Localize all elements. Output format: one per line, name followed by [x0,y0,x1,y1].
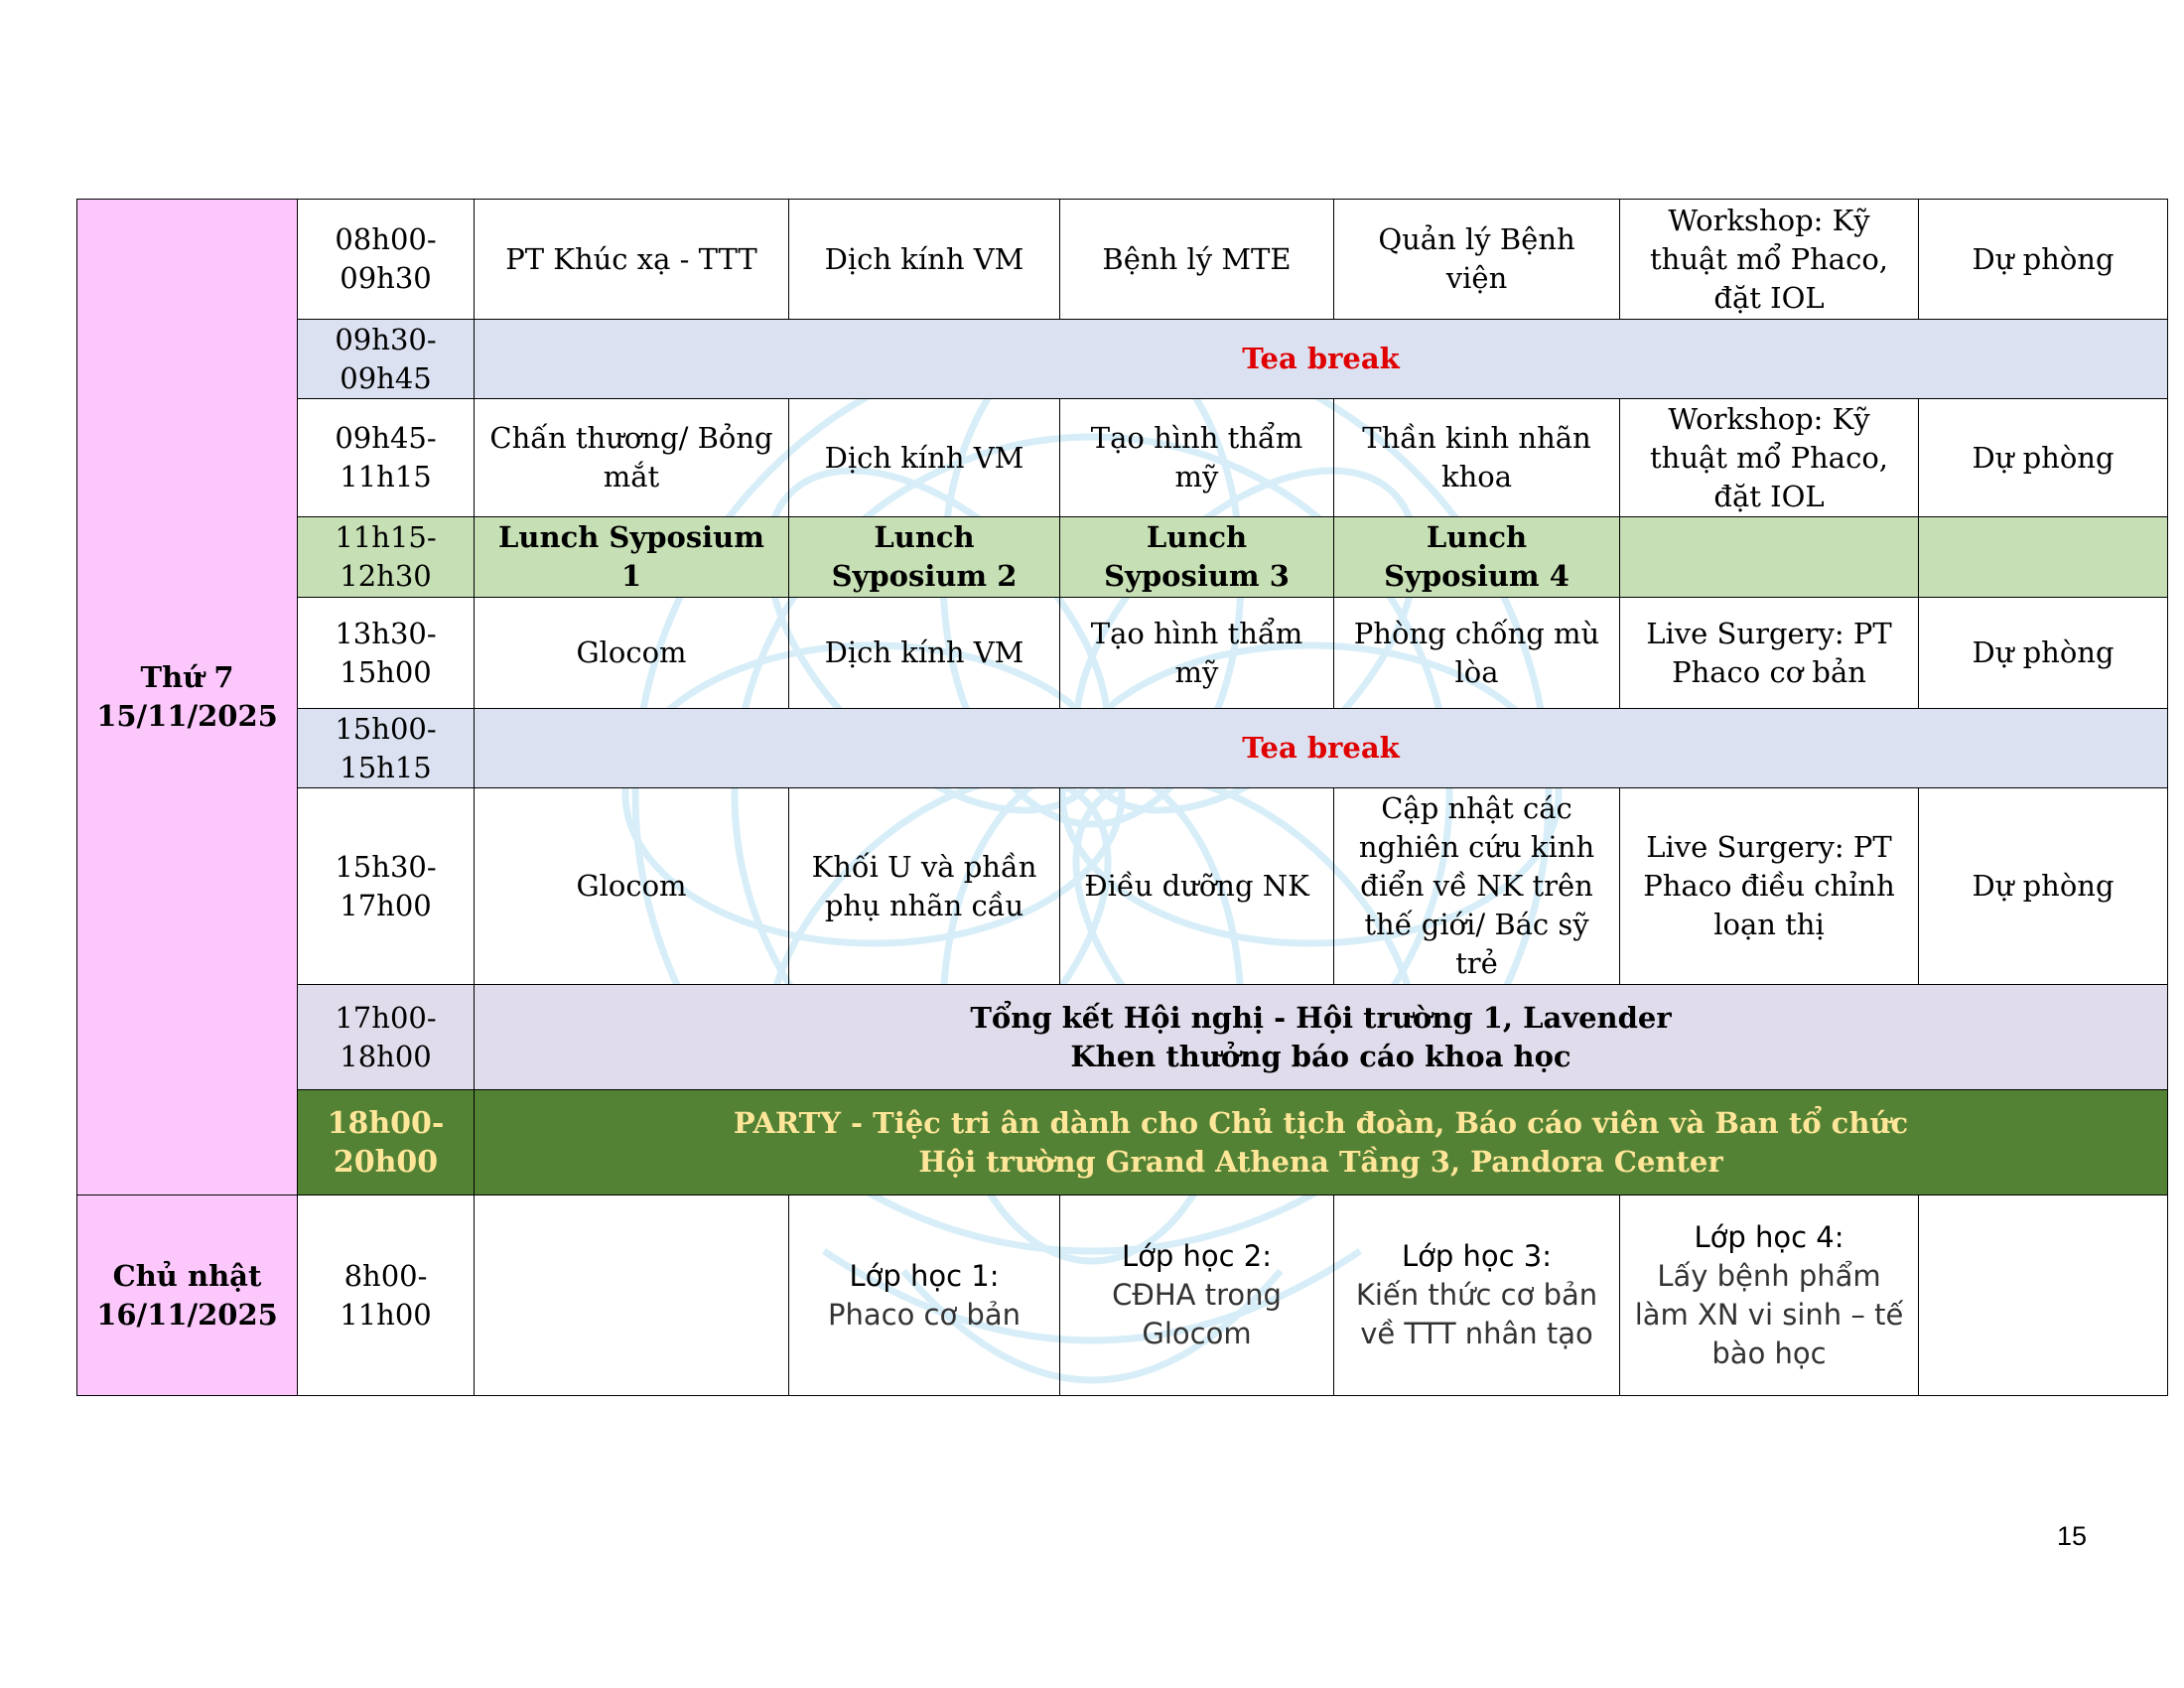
session-cell: Điều dưỡng NK [1060,788,1334,985]
empty-cell [475,1196,789,1396]
schedule-row [77,1090,2168,1196]
session-cell: Cập nhật các nghiên cứu kinh điển về NK trên thế giới/ Bác sỹ trẻ [1334,788,1620,985]
schedule-row [77,985,2168,1090]
day-cell-sunday: Chủ nhật 16/11/2025 [77,1196,298,1396]
time-cell: 09h45- 11h15 [298,399,475,517]
session-cell: Dịch kính VM [789,598,1060,709]
lunch-symposium-cell: Lunch Syposium 3 [1060,517,1334,598]
time-cell: 17h00- 18h00 [298,985,475,1090]
class-cell: Lớp học 2: CĐHA trong Glocom [1060,1196,1334,1396]
time-cell: 11h15- 12h30 [298,517,475,598]
schedule-row [77,709,2168,788]
session-cell: PT Khúc xạ - TTT [475,200,789,320]
schedule-row [77,399,2168,517]
session-cell: Workshop: Kỹ thuật mổ Phaco, đặt IOL [1620,200,1919,320]
day-cell-saturday: Thứ 7 15/11/2025 [77,200,298,1196]
schedule-row [77,200,2168,320]
time-cell: 09h30- 09h45 [298,320,475,399]
page-number: 15 [2057,1521,2088,1551]
tea-break-cell: Tea break [475,709,2168,788]
session-cell: Live Surgery: PT Phaco điều chỉnh loạn thị [1620,788,1919,985]
session-cell: Dự phòng [1919,598,2168,709]
closing-ceremony-cell: Tổng kết Hội nghị - Hội trường 1, Lavender Khen thưởng báo cáo khoa học [475,985,2168,1090]
empty-cell [1620,517,1919,598]
time-cell: 15h30- 17h00 [298,788,475,985]
tea-break-cell: Tea break [475,320,2168,399]
schedule-row [77,598,2168,709]
session-cell: Tạo hình thẩm mỹ [1060,598,1334,709]
schedule-row [77,320,2168,399]
session-cell: Bệnh lý MTE [1060,200,1334,320]
time-cell: 13h30- 15h00 [298,598,475,709]
schedule-row [77,788,2168,985]
class-cell: Lớp học 1: Phaco cơ bản [789,1196,1060,1396]
session-cell: Khối U và phần phụ nhãn cầu [789,788,1060,985]
time-cell: 15h00- 15h15 [298,709,475,788]
lunch-symposium-cell: Lunch Syposium 2 [789,517,1060,598]
session-cell: Live Surgery: PT Phaco cơ bản [1620,598,1919,709]
class-cell: Lớp học 4: Lấy bệnh phẩm làm XN vi sinh – tế bào học [1620,1196,1919,1396]
session-cell: Dịch kính VM [789,399,1060,517]
time-cell: 8h00- 11h00 [298,1196,475,1396]
session-cell: Quản lý Bệnh viện [1334,200,1620,320]
session-cell: Glocom [475,598,789,709]
lunch-symposium-cell: Lunch Syposium 1 [475,517,789,598]
schedule-row [77,517,2168,598]
session-cell: Workshop: Kỹ thuật mổ Phaco, đặt IOL [1620,399,1919,517]
time-cell: 08h00- 09h30 [298,200,475,320]
schedule-row [77,1196,2168,1396]
session-cell: Thần kinh nhãn khoa [1334,399,1620,517]
session-cell: Phòng chống mù lòa [1334,598,1620,709]
party-cell: PARTY - Tiệc tri ân dành cho Chủ tịch đoàn, Báo cáo viên và Ban tổ chức Hội trường Grand Athena Tầng 3, Pandora Center [475,1090,2168,1196]
time-cell: 18h00- 20h00 [298,1090,475,1196]
empty-cell [1919,517,2168,598]
lunch-symposium-cell: Lunch Syposium 4 [1334,517,1620,598]
session-cell: Chấn thương/ Bỏng mắt [475,399,789,517]
session-cell: Dự phòng [1919,399,2168,517]
session-cell: Glocom [475,788,789,985]
session-cell: Dự phòng [1919,788,2168,985]
empty-cell [1919,1196,2168,1396]
session-cell: Dịch kính VM [789,200,1060,320]
session-cell: Dự phòng [1919,200,2168,320]
session-cell: Tạo hình thẩm mỹ [1060,399,1334,517]
conference-schedule-table [76,199,2168,1396]
class-cell: Lớp học 3: Kiến thức cơ bản về TTT nhân tạo [1334,1196,1620,1396]
